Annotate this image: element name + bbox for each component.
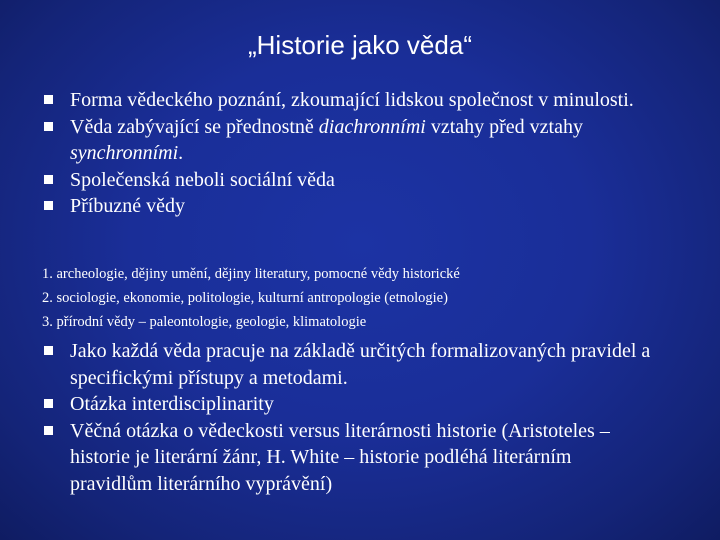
- bullet-text-part: vztahy před vztahy: [425, 115, 583, 138]
- bullet-text: Příbuzné vědy: [70, 195, 185, 217]
- bullet-item: [0, 418, 655, 498]
- square-bullet-icon: [44, 122, 53, 131]
- square-bullet-icon: [44, 426, 53, 435]
- bullet-item: [0, 193, 655, 220]
- bullet-item: [0, 87, 655, 114]
- slide-title: „Historie jako věda“: [248, 30, 472, 60]
- bullet-text-emphasis: diachronními: [318, 115, 426, 138]
- square-bullet-icon: [44, 95, 53, 104]
- bullet-item: [0, 391, 655, 418]
- bullet-text-part: .: [178, 142, 184, 164]
- square-bullet-icon: [44, 399, 53, 408]
- bullet-text: Věčná otázka o vědeckosti versus literárnosti historie (Aristoteles – historie je literární žánr, H. White – historie podléhá literárním pravidlům literárního vyprávění): [70, 419, 610, 495]
- bullet-text: Společenská neboli sociální věda: [70, 168, 335, 191]
- bullet-text-part: Věda zabývající se přednostně: [70, 115, 319, 138]
- bullet-text: Forma vědeckého poznání, zkoumající lidskou společnost v minulosti.: [70, 89, 634, 111]
- bullet-list-top: [0, 87, 655, 220]
- bullet-text: Jako každá věda pracuje na základě určitých formalizovaných pravidel a specifickými přístupy a metodami.: [70, 340, 651, 389]
- related-sciences-item: 3. přírodní vědy – paleontologie, geologie, klimatologie: [42, 314, 367, 330]
- bullet-list-bottom: [0, 338, 655, 497]
- bullet-text: Otázka interdisciplinarity: [70, 393, 274, 415]
- bullet-text-emphasis: synchronními: [70, 142, 179, 164]
- square-bullet-icon: [44, 201, 53, 210]
- bullet-item: [0, 167, 655, 194]
- related-sciences-item: 2. sociologie, ekonomie, politologie, kulturní antropologie (etnologie): [42, 290, 448, 306]
- bullet-item: [0, 114, 655, 167]
- related-sciences-list: [42, 262, 702, 334]
- related-sciences-item: 1. archeologie, dějiny umění, dějiny literatury, pomocné vědy historické: [42, 266, 460, 282]
- bullet-item: [0, 338, 655, 391]
- square-bullet-icon: [44, 346, 53, 355]
- square-bullet-icon: [44, 175, 53, 184]
